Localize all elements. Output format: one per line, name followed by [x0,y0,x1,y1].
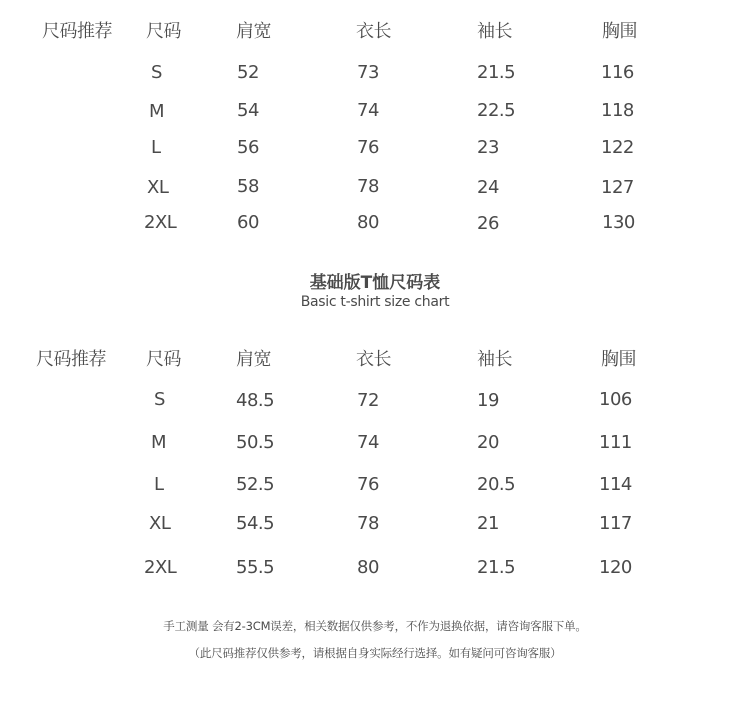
table-cell: 54 [237,100,259,121]
measurement-note: 手工测量 会有2-3CM误差，相关数据仅供参考，不作为退换依据，请咨询客服下单。 [163,619,587,633]
recommendation-note: （此尺码推荐仅供参考，请根据自身实际经行选择。如有疑问可咨询客服） [188,646,562,660]
table-cell: 48.5 [236,390,275,411]
table-cell: 21.5 [477,557,516,578]
table-cell: 60 [237,212,259,233]
table-cell: 20 [477,432,499,453]
table-cell: 117 [599,513,632,534]
header-size: 尺码 [146,21,181,42]
table-cell: M [151,432,167,453]
table-cell: 120 [599,557,632,578]
table-cell: 54.5 [236,513,275,534]
table-cell: S [151,62,162,83]
header-chest: 胸围 [601,349,636,370]
table-cell: 130 [602,212,635,233]
table-cell: M [149,101,165,122]
header-shoulder: 肩宽 [236,21,271,42]
table-cell: 2XL [144,557,177,578]
table-cell: 80 [357,212,379,233]
table-cell: 78 [357,176,379,197]
table-cell: 56 [237,137,259,158]
table-cell: 52 [237,62,259,83]
header-size: 尺码 [146,349,181,370]
table-cell: 106 [599,389,632,410]
table-cell: 22.5 [477,100,516,121]
header-sleeve: 袖长 [477,21,512,42]
header-chest: 胸围 [602,21,637,42]
table-cell: 76 [357,474,379,495]
table-cell: 72 [357,390,379,411]
table-cell: 122 [601,137,634,158]
table-cell: 24 [477,177,499,198]
table-cell: 118 [601,100,634,121]
table-cell: 111 [599,432,632,453]
header-shoulder: 肩宽 [236,349,271,370]
table-cell: 127 [601,177,634,198]
table-cell: 2XL [144,212,177,233]
size-recommend-label: 尺码推荐 [42,21,112,42]
table-cell: S [154,389,165,410]
table-cell: 58 [237,176,259,197]
table-cell: 80 [357,557,379,578]
table-cell: 74 [357,432,379,453]
table-cell: 23 [477,137,499,158]
table-cell: 73 [357,62,379,83]
header-length: 衣长 [356,349,391,370]
table-cell: 21.5 [477,62,516,83]
table-cell: XL [149,513,171,534]
header-length: 衣长 [356,21,391,42]
table-cell: XL [147,177,169,198]
table-cell: 76 [357,137,379,158]
header-sleeve: 袖长 [477,349,512,370]
table-cell: 52.5 [236,474,275,495]
chart-subtitle: Basic t-shirt size chart [300,294,450,310]
table-cell: 20.5 [477,474,516,495]
table-cell: L [154,474,164,495]
table-cell: 55.5 [236,557,275,578]
table-cell: 21 [477,513,499,534]
table-cell: 74 [357,100,379,121]
table-cell: 19 [477,390,499,411]
table-cell: 26 [477,213,499,234]
table-cell: 78 [357,513,379,534]
size-recommend-label: 尺码推荐 [36,349,106,370]
chart-title: 基础版T恤尺码表 [309,273,441,293]
table-cell: 50.5 [236,432,275,453]
table-cell: 114 [599,474,632,495]
table-cell: L [151,137,161,158]
table-cell: 116 [601,62,634,83]
